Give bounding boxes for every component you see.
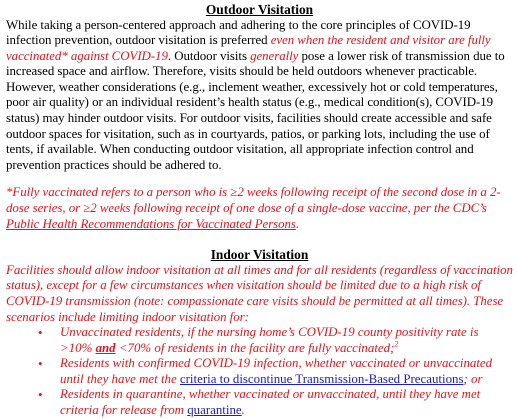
- outdoor-emphasis-generally: generally: [250, 48, 299, 63]
- bullet-icon: •: [38, 356, 43, 372]
- outdoor-text-3: pose a lower risk of transmission due to increased space and airflow. Therefore, visits should be held outdoors whenever practicable. However, weather considerations (e.g., inclement weather, excessively hot or cold temperatures, poor air quality) or an individual resident’s health status (e.g., medical condition(s), COVID-19 status) may hinder outdoor visits. For outdoor visits, facilities should create accessible and safe outdoor spaces for visitation, such as in courtyards, patios, or parking lots, including the use of tents, if available. When conducting outdoor visitation, all appropriate infection control and prevention practices should be adhered to.: [6, 48, 505, 172]
- outdoor-visitation-heading: Outdoor Visitation: [205, 2, 314, 17]
- cdc-recommendations-link[interactable]: Public Health Recommendations for Vaccinated Persons: [6, 216, 296, 231]
- indoor-limits-list: [6, 325, 513, 419]
- bullet-icon: •: [38, 387, 43, 403]
- list-item: [6, 356, 513, 387]
- bullet-1-text-2: <70% of residents in the facility are fully vaccinated;: [115, 340, 395, 355]
- outdoor-visitation-paragraph: [6, 18, 513, 174]
- bullet-1-text-1: Unvaccinated residents, if the nursing home’s COVID-19 county positivity rate is >10%: [60, 325, 479, 355]
- transmission-precautions-link[interactable]: criteria to discontinue Transmission-Based Precautions: [179, 371, 464, 386]
- outdoor-emphasis-vaccinated: even when the resident and visitor are fully vaccinated* against COVID-19: [6, 33, 491, 63]
- bullet-3-text-1: Residents in quarantine, whether vaccinated or unvaccinated, until they have met criteria for release from: [60, 387, 481, 418]
- quarantine-link[interactable]: quarantine: [187, 403, 242, 418]
- bullet-3-text-2: .: [241, 403, 245, 418]
- bullet-1-and: and: [95, 340, 116, 355]
- indoor-visitation-heading: Indoor Visitation: [210, 247, 309, 263]
- bullet-2-text-2: ; or: [463, 371, 483, 386]
- footnote-text-2: .: [295, 216, 300, 231]
- list-item: [6, 387, 513, 418]
- footnote-ref-2: 2: [394, 339, 399, 349]
- indoor-visitation-intro: Facilities should allow indoor visitation at all times and for all residents (regardless of vaccination status), except for a few circumstances when visitation should be limited due to a high risk of COVID-19 transmission (note: compassionate care visits should be permitted at all times). These scenarios include limiting indoor visitation for:: [6, 262, 513, 324]
- fully-vaccinated-footnote: [6, 185, 513, 232]
- bullet-icon: •: [38, 325, 43, 341]
- outdoor-text-1: While taking a person-centered approach and adhering to the core principles of COVID-19 infection prevention, outdoor visitation is preferred: [6, 17, 471, 48]
- footnote-text-1: *Fully vaccinated refers to a person who is ≥2 weeks following receipt of the second dose in a 2-dose series, or ≥2 weeks following receipt of one dose of a single-dose vaccine, per the CDC’s: [6, 185, 501, 216]
- bullet-2-text-1: Residents with confirmed COVID-19 infection, whether vaccinated or unvaccinated until they have met the: [60, 356, 493, 386]
- outdoor-text-2: . Outdoor visits: [167, 48, 251, 63]
- list-item: [6, 325, 513, 356]
- document-page: [6, 2, 513, 419]
